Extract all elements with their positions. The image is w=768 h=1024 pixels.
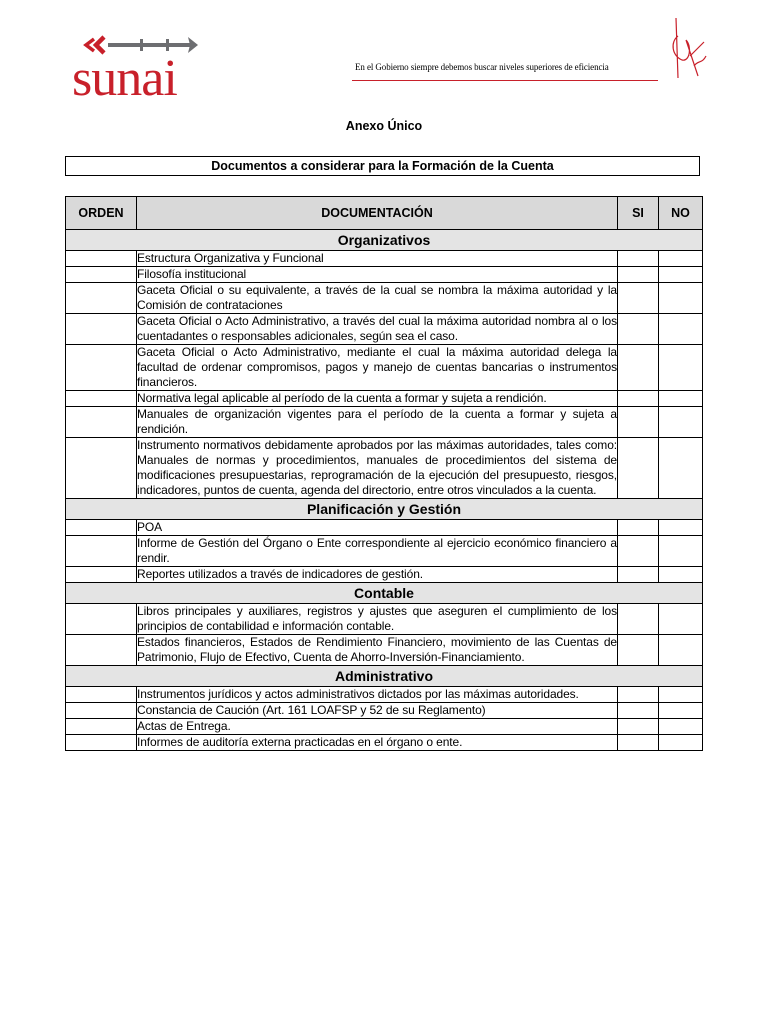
orden-cell [66, 283, 137, 314]
no-checkbox-cell[interactable] [659, 391, 703, 407]
orden-cell [66, 735, 137, 751]
orden-cell [66, 438, 137, 499]
si-checkbox-cell[interactable] [618, 407, 659, 438]
no-checkbox-cell[interactable] [659, 345, 703, 391]
no-checkbox-cell[interactable] [659, 604, 703, 635]
documentacion-cell: Estructura Organizativa y Funcional [137, 251, 618, 267]
section-row [66, 666, 703, 687]
no-checkbox-cell[interactable] [659, 520, 703, 536]
no-checkbox-cell[interactable] [659, 251, 703, 267]
no-checkbox-cell[interactable] [659, 283, 703, 314]
si-checkbox-cell[interactable] [618, 604, 659, 635]
header-documentacion: DOCUMENTACIÓN [137, 197, 618, 230]
no-checkbox-cell[interactable] [659, 719, 703, 735]
section-row [66, 583, 703, 604]
si-checkbox-cell[interactable] [618, 314, 659, 345]
si-checkbox-cell[interactable] [618, 687, 659, 703]
section-heading: Contable [66, 583, 703, 604]
header-no: NO [659, 197, 703, 230]
orden-cell [66, 345, 137, 391]
documentacion-cell: Actas de Entrega. [137, 719, 618, 735]
orden-cell [66, 635, 137, 666]
si-checkbox-cell[interactable] [618, 635, 659, 666]
motto-text: En el Gobierno siempre debemos buscar niveles superiores de eficiencia [355, 62, 609, 72]
table-row [66, 687, 703, 703]
table-row [66, 567, 703, 583]
table-row [66, 314, 703, 345]
si-checkbox-cell[interactable] [618, 567, 659, 583]
si-checkbox-cell[interactable] [618, 267, 659, 283]
section-row [66, 230, 703, 251]
no-checkbox-cell[interactable] [659, 438, 703, 499]
table-row [66, 604, 703, 635]
no-checkbox-cell[interactable] [659, 635, 703, 666]
table-row [66, 345, 703, 391]
documentacion-cell: POA [137, 520, 618, 536]
section-row [66, 499, 703, 520]
si-checkbox-cell[interactable] [618, 735, 659, 751]
documentacion-cell: Normativa legal aplicable al período de la cuenta a formar y sujeta a rendición. [137, 391, 618, 407]
no-checkbox-cell[interactable] [659, 314, 703, 345]
orden-cell [66, 604, 137, 635]
si-checkbox-cell[interactable] [618, 719, 659, 735]
table-row [66, 719, 703, 735]
table-header-row [66, 197, 703, 230]
no-checkbox-cell[interactable] [659, 536, 703, 567]
table-row [66, 635, 703, 666]
orden-cell [66, 267, 137, 283]
section-heading: Planificación y Gestión [66, 499, 703, 520]
no-checkbox-cell[interactable] [659, 267, 703, 283]
documentacion-cell: Estados financieros, Estados de Rendimiento Financiero, movimiento de las Cuentas de Patrimonio, Flujo de Efectivo, Cuenta de Ahorro-Inversión-Financiamiento. [137, 635, 617, 664]
sunai-logo [70, 34, 220, 100]
no-checkbox-cell[interactable] [659, 735, 703, 751]
table-row [66, 735, 703, 751]
signature-icon [668, 16, 708, 84]
table-row [66, 251, 703, 267]
table-row [66, 391, 703, 407]
orden-cell [66, 687, 137, 703]
subtitle-box: Documentos a considerar para la Formación de la Cuenta [65, 156, 700, 176]
orden-cell [66, 536, 137, 567]
table-row [66, 520, 703, 536]
no-checkbox-cell[interactable] [659, 703, 703, 719]
documents-table [65, 196, 703, 751]
orden-cell [66, 407, 137, 438]
section-heading: Organizativos [66, 230, 703, 251]
orden-cell [66, 703, 137, 719]
no-checkbox-cell[interactable] [659, 407, 703, 438]
orden-cell [66, 520, 137, 536]
orden-cell [66, 719, 137, 735]
si-checkbox-cell[interactable] [618, 520, 659, 536]
si-checkbox-cell[interactable] [618, 251, 659, 267]
documentacion-cell: Gaceta Oficial o su equivalente, a través de la cual se nombra la máxima autoridad y la Comisión de contrataciones [137, 283, 617, 312]
documentacion-cell: Informe de Gestión del Órgano o Ente correspondiente al ejercicio económico financiero a rendir. [137, 536, 617, 565]
documentacion-cell: Constancia de Caución (Art. 161 LOAFSP y 52 de su Reglamento) [137, 703, 618, 719]
table-row [66, 438, 703, 499]
documentacion-cell: Instrumento normativos debidamente aprobados por las máximas autoridades, tales como: Manuales de normas y procedimientos, manuales de procedimientos del sistema de modificaciones presupuestarias, reprogramación de la ejecución del presupuesto, riesgos, indicadores, puntos de cuenta, agenda del directorio, entre otros vinculados a la cuenta. [137, 438, 617, 497]
si-checkbox-cell[interactable] [618, 438, 659, 499]
orden-cell [66, 314, 137, 345]
documentacion-cell: Reportes utilizados a través de indicadores de gestión. [137, 567, 618, 583]
no-checkbox-cell[interactable] [659, 567, 703, 583]
table-row [66, 536, 703, 567]
logo-text: sunai [72, 50, 177, 100]
table-row [66, 407, 703, 438]
documentacion-cell: Instrumentos jurídicos y actos administrativos dictados por las máximas autoridades. [137, 687, 618, 703]
table-row [66, 703, 703, 719]
documentacion-cell: Filosofía institucional [137, 267, 618, 283]
documentacion-cell: Libros principales y auxiliares, registros y ajustes que aseguren el cumplimiento de los principios de contabilidad e información contable. [137, 604, 617, 633]
documentacion-cell: Gaceta Oficial o Acto Administrativo, a través del cual la máxima autoridad nombra al o los cuentadantes o responsables adicionales, según sea el caso. [137, 314, 617, 343]
header-orden: ORDEN [66, 197, 137, 230]
motto-underline [352, 80, 658, 81]
orden-cell [66, 567, 137, 583]
table-row [66, 283, 703, 314]
table-body [66, 230, 703, 751]
table-row [66, 267, 703, 283]
si-checkbox-cell[interactable] [618, 536, 659, 567]
si-checkbox-cell[interactable] [618, 345, 659, 391]
no-checkbox-cell[interactable] [659, 687, 703, 703]
si-checkbox-cell[interactable] [618, 283, 659, 314]
page-title: Anexo Único [345, 119, 423, 133]
documentacion-cell: Manuales de organización vigentes para el período de la cuenta a formar y sujeta a rendición. [137, 407, 617, 436]
documentacion-cell: Gaceta Oficial o Acto Administrativo, mediante el cual la máxima autoridad delega la facultad de ordenar compromisos, pagos y manejo de cuentas bancarias o instrumentos financieros. [137, 345, 617, 389]
documentacion-cell: Informes de auditoría externa practicadas en el órgano o ente. [137, 735, 618, 751]
orden-cell [66, 251, 137, 267]
header-si: SI [618, 197, 659, 230]
si-checkbox-cell[interactable] [618, 703, 659, 719]
si-checkbox-cell[interactable] [618, 391, 659, 407]
orden-cell [66, 391, 137, 407]
section-heading: Administrativo [66, 666, 703, 687]
